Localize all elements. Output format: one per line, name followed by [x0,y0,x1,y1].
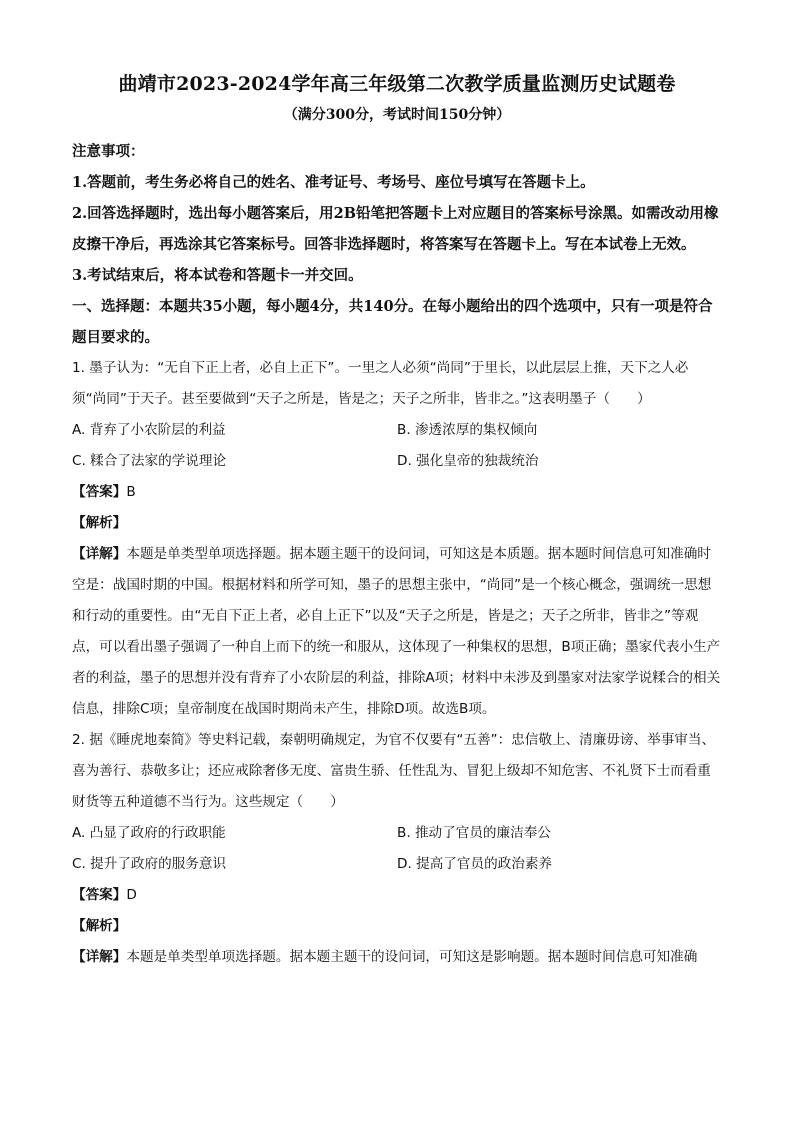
page-title: 曲靖市2023-2024学年高三年级第二次教学质量监测历史试题卷 [118,73,676,95]
analysis-label: 【解析】 [72,918,127,934]
answer-label: 【答案】 [72,887,127,903]
page-subtitle: （满分300分，考试时间150分钟） [283,107,511,123]
answer-line [72,880,722,911]
option-c: C. 糅合了法家的学说理论 [72,453,227,469]
option-d: D. 强化皇帝的独裁统治 [397,453,539,469]
detail-text: 本题是单类型单项选择题。据本题主题干的设问词，可知这是影响题。据本题时间信息可知准确 [126,949,698,965]
question-2 [72,725,722,973]
notice-item-1: 1.答题前，考生务必将自己的姓名、准考证号、考场号、座位号填写在答题卡上。 [72,174,595,191]
answer-label: 【答案】 [72,484,127,500]
answer-value: D [126,887,137,903]
notice-item-3: 3.考试结束后，将本试卷和答题卡一并交回。 [72,267,363,284]
detail-paragraph [72,539,722,725]
analysis-label: 【解析】 [72,515,127,531]
options-list [72,818,722,880]
option-b: B. 推动了官员的廉洁奉公 [397,825,551,841]
option-b: B. 渗透浓厚的集权倾向 [397,422,538,438]
notice-item-2: 2.回答选择题时，选出每小题答案后，用2B铅笔把答题卡上对应题目的答案标号涂黑。如需改动用橡皮擦干净后，再选涂其它答案标号。回答非选择题时，将答案写在答题卡上。写在本试卷上无效。 [72,205,719,253]
question-stem: 1. 墨子认为：“无自下正上者，必自上正下”。一里之人必须“尚同”于里长，以此层层上推，天下之人必须“尚同”于天子。甚至要做到“天子之所是，皆是之；天子之所非，皆非之。”这表明墨子（ ） [72,360,689,407]
option-c: C. 提升了政府的服务意识 [72,856,227,872]
option-d: D. 提高了官员的政治素养 [397,856,553,872]
section-heading: 一、选择题：本题共35小题，每小题4分，共140分。在每小题给出的四个选项中，只有一项是符合题目要求的。 [72,298,713,346]
detail-label: 【详解】 [72,949,127,965]
question-stem: 2. 据《睡虎地秦简》等史料记载，秦朝明确规定，为官不仅要有“五善”：忠信敬上、清廉毋谤、举事审当、喜为善行、恭敬多让；还应戒除奢侈无度、富贵生骄、任性乱为、冒犯上级却不知危害、不礼贤下士而看重财货等五种道德不当行为。这些规定（ ） [72,732,716,810]
notice-heading: 注意事项： [72,143,145,160]
option-a: A. 凸显了政府的行政职能 [72,825,226,841]
notice-block [72,136,722,291]
options-list [72,415,722,477]
question-1 [72,353,722,725]
answer-line [72,477,722,508]
detail-label: 【详解】 [72,546,127,562]
detail-text: 本题是单类型单项选择题。据本题主题干的设问词，可知这是本质题。据本题时间信息可知准确时空是：战国时期的中国。根据材料和所学可知，墨子的思想主张中，“尚同”是一个核心概念，强调统一思想和行动的重要性。由“无自下正上者，必自上正下”以及“天子之所是，皆是之；天子之所非，皆非之”等观点，可以看出墨子强调了一种自上而下的统一和服从，这体现了一种集权的思想，B项正确；墨家代表小生产者的利益，墨子的思想并没有背弃了小农阶层的利益，排除A项；材料中未涉及到墨家对法家学说糅合的相关信息，排除C项；皇帝制度在战国时期尚未产生，排除D项。故选B项。 [72,546,721,717]
option-a: A. 背弃了小农阶层的利益 [72,422,226,438]
detail-paragraph [72,942,722,973]
answer-value: B [126,484,136,500]
